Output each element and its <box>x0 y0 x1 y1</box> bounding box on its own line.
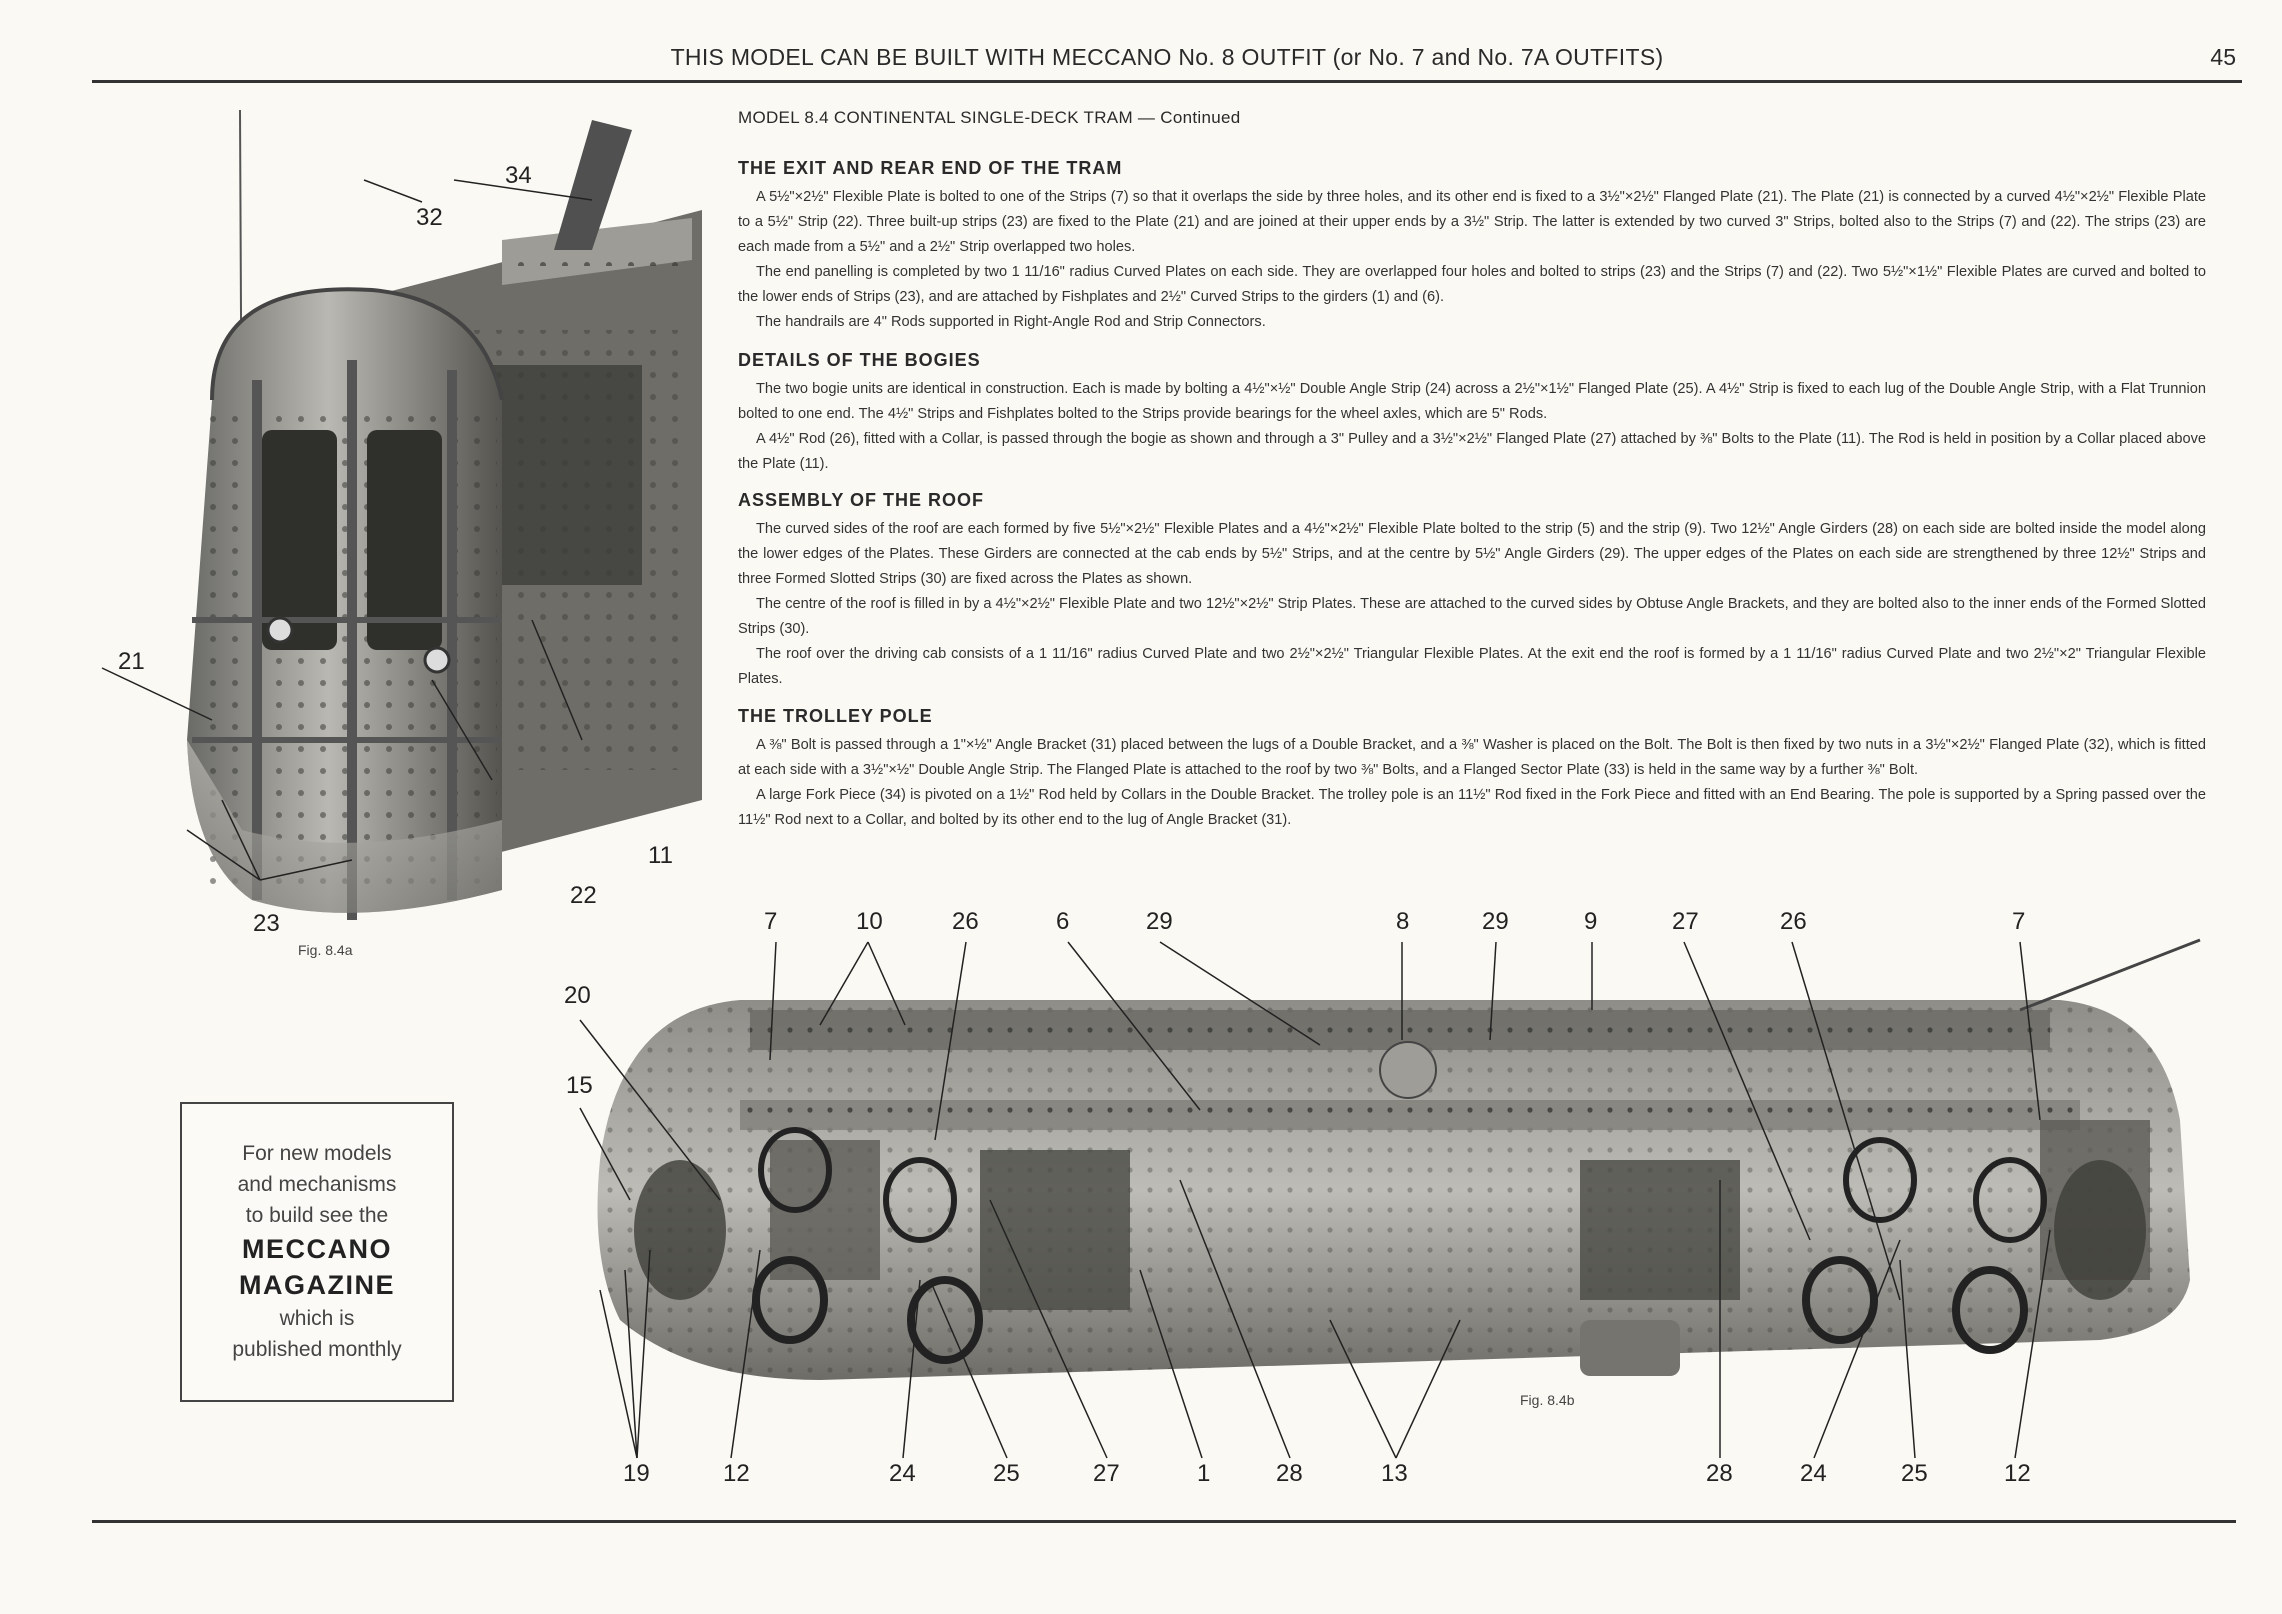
callout-34: 34 <box>505 162 532 189</box>
callout-7: 7 <box>764 908 778 935</box>
callout-24: 24 <box>889 1460 916 1487</box>
paragraph: The handrails are 4" Rods supported in Right-Angle Rod and Strip Connectors. <box>756 314 1266 330</box>
figure-a-caption: Fig. 8.4a <box>298 942 353 958</box>
callout-7: 7 <box>2012 908 2026 935</box>
model-line: MODEL 8.4 CONTINENTAL SINGLE-DECK TRAM — Continued <box>738 108 1241 127</box>
section-heading: THE EXIT AND REAR END OF THE TRAM <box>738 158 1123 178</box>
callout-6: 6 <box>1056 908 1070 935</box>
figure-b-caption: Fig. 8.4b <box>1520 1392 1575 1408</box>
paragraph: The curved sides of the roof are each formed by five 5½"×2½" Flexible Plates and a 4½"×2½" Flexible Plate bolted to the strip (5) and the strip (9). Two 12½" Angle Girders (28) on each side are bolted inside the model along the lower edges of the Plates. These Girders are connected at the cab ends by 5½" Strips, and at the centre by 5½" Angle Girders (29). The upper edges of the Plates on each side are strengthened by three 12½" Strips and three Formed Slotted Strips (30) are fixed across the Plates as shown. <box>738 521 2206 587</box>
section-heading: THE TROLLEY POLE <box>738 706 933 726</box>
callout-10: 10 <box>856 908 883 935</box>
bottom-rule <box>92 1520 2236 1523</box>
callout-32: 32 <box>416 204 443 231</box>
paragraph: A 5½"×2½" Flexible Plate is bolted to one of the Strips (7) so that it overlaps the side by three holes, and its other end is fixed to a 3½"×2½" Flanged Plate (21). The Plate (21) is connected by a curved 4½"×2½" Flexible Plate to a 5½" Strip (22). Three built-up strips (23) are fixed to the Plate (21) and are joined at their upper ends by a 3½" Strip. The latter is extended by two curved 3" Strips, bolted also to the Strips (7) and (22). The strips (23) are each made from a 5½" and a 2½" Strip overlapped two holes. <box>738 189 2206 255</box>
callout-27: 27 <box>1672 908 1699 935</box>
page-number: 45 <box>2210 44 2236 70</box>
callout-13: 13 <box>1381 1460 1408 1487</box>
paragraph: The roof over the driving cab consists of a 1 11/16" radius Curved Plate and two 2½"×2½" Triangular Flexible Plates. At the exit end the roof is formed by a 1 11/16" radius Curved Plate and two 2½"×2" Triangular Flexible Plates. <box>738 646 2206 687</box>
callout-23: 23 <box>253 910 280 937</box>
callout-25: 25 <box>1901 1460 1928 1487</box>
magbox-title: MAGAZINE <box>239 1270 395 1300</box>
magbox-line: published monthly <box>232 1338 402 1361</box>
callout-29: 29 <box>1146 908 1173 935</box>
callout-28: 28 <box>1706 1460 1733 1487</box>
paragraph: A large Fork Piece (34) is pivoted on a 1½" Rod held by Collars in the Double Bracket. The trolley pole is an 11½" Rod fixed in the Fork Piece and fitted with an End Bearing. The pole is supported by a Spring passed over the 11½" Rod next to a Collar, and bolted by its other end to the lug of Angle Bracket (31). <box>738 787 2206 828</box>
callout-26: 26 <box>952 908 979 935</box>
callout-22: 22 <box>570 882 597 909</box>
magbox-title: MECCANO <box>242 1234 392 1264</box>
magbox-line: which is <box>279 1307 355 1330</box>
paragraph: A 4½" Rod (26), fitted with a Collar, is passed through the bogie as shown and through a 3" Pulley and a 3½"×2½" Flanged Plate (27) attached by ⅜" Bolts to the Plate (11). The Rod is held in position by a Collar placed above the Plate (11). <box>738 431 2206 472</box>
callout-9: 9 <box>1584 908 1598 935</box>
section-heading: DETAILS OF THE BOGIES <box>738 350 981 370</box>
callout-12: 12 <box>723 1460 750 1487</box>
magbox-line: and mechanisms <box>237 1173 397 1196</box>
paragraph: The two bogie units are identical in construction. Each is made by bolting a 4½"×½" Double Angle Strip (24) across a 2½"×1½" Flanged Plate (25). A 4½" Strip is fixed to each lug of the Double Angle Strip, with a Flat Trunnion bolted to one end. The 4½" Strips and Fishplates bolted to the Strips provide bearings for the wheel axles, which are 5" Rods. <box>738 381 2206 422</box>
paragraph: The end panelling is completed by two 1 11/16" radius Curved Plates on each side. They are overlapped four holes and bolted to strips (23) and the Strips (7) and (22). Two 5½"×1½" Flexible Plates are curved and bolted to the lower ends of Strips (23), and are attached by Fishplates and 2½" Curved Strips to the girders (1) and (6). <box>738 264 2206 305</box>
paragraph: A ⅜" Bolt is passed through a 1"×½" Angle Bracket (31) placed between the lugs of a Double Bracket, and a ⅜" Washer is placed on the Bolt. The Bolt is then fixed by two nuts in a 3½"×2½" Flanged Plate (32), which is fitted at each side with a 3½"×½" Double Angle Strip. The Flanged Plate is attached to the roof by two ⅜" Bolts, and a Flanged Sector Plate (33) is held in the same way by a further ⅜" Bolt. <box>738 737 2206 778</box>
header-title: THIS MODEL CAN BE BUILT WITH MECCANO No. 8 OUTFIT (or No. 7 and No. 7A OUTFITS) <box>670 44 1664 70</box>
paragraph: The centre of the roof is filled in by a 4½"×2½" Flexible Plate and two 12½"×2½" Strip Plates. These are attached to the curved sides by Obtuse Angle Brackets, and they are bolted also to the inner ends of the Formed Slotted Strips (30). <box>738 596 2206 637</box>
callout-25: 25 <box>993 1460 1020 1487</box>
section-heading: ASSEMBLY OF THE ROOF <box>738 490 985 510</box>
callout-15: 15 <box>566 1072 593 1099</box>
meccano-magazine-box <box>180 1102 454 1402</box>
callout-19: 19 <box>623 1460 650 1487</box>
callout-8: 8 <box>1396 908 1410 935</box>
callout-21: 21 <box>118 648 145 675</box>
callout-28: 28 <box>1276 1460 1303 1487</box>
callout-27: 27 <box>1093 1460 1120 1487</box>
magbox-line: to build see the <box>245 1204 389 1227</box>
callout-24: 24 <box>1800 1460 1827 1487</box>
callout-11: 11 <box>648 842 673 869</box>
callout-12: 12 <box>2004 1460 2031 1487</box>
callout-1: 1 <box>1197 1460 1211 1487</box>
callout-26: 26 <box>1780 908 1807 935</box>
callout-29: 29 <box>1482 908 1509 935</box>
callout-20: 20 <box>564 982 591 1009</box>
magbox-line: For new models <box>242 1142 392 1165</box>
